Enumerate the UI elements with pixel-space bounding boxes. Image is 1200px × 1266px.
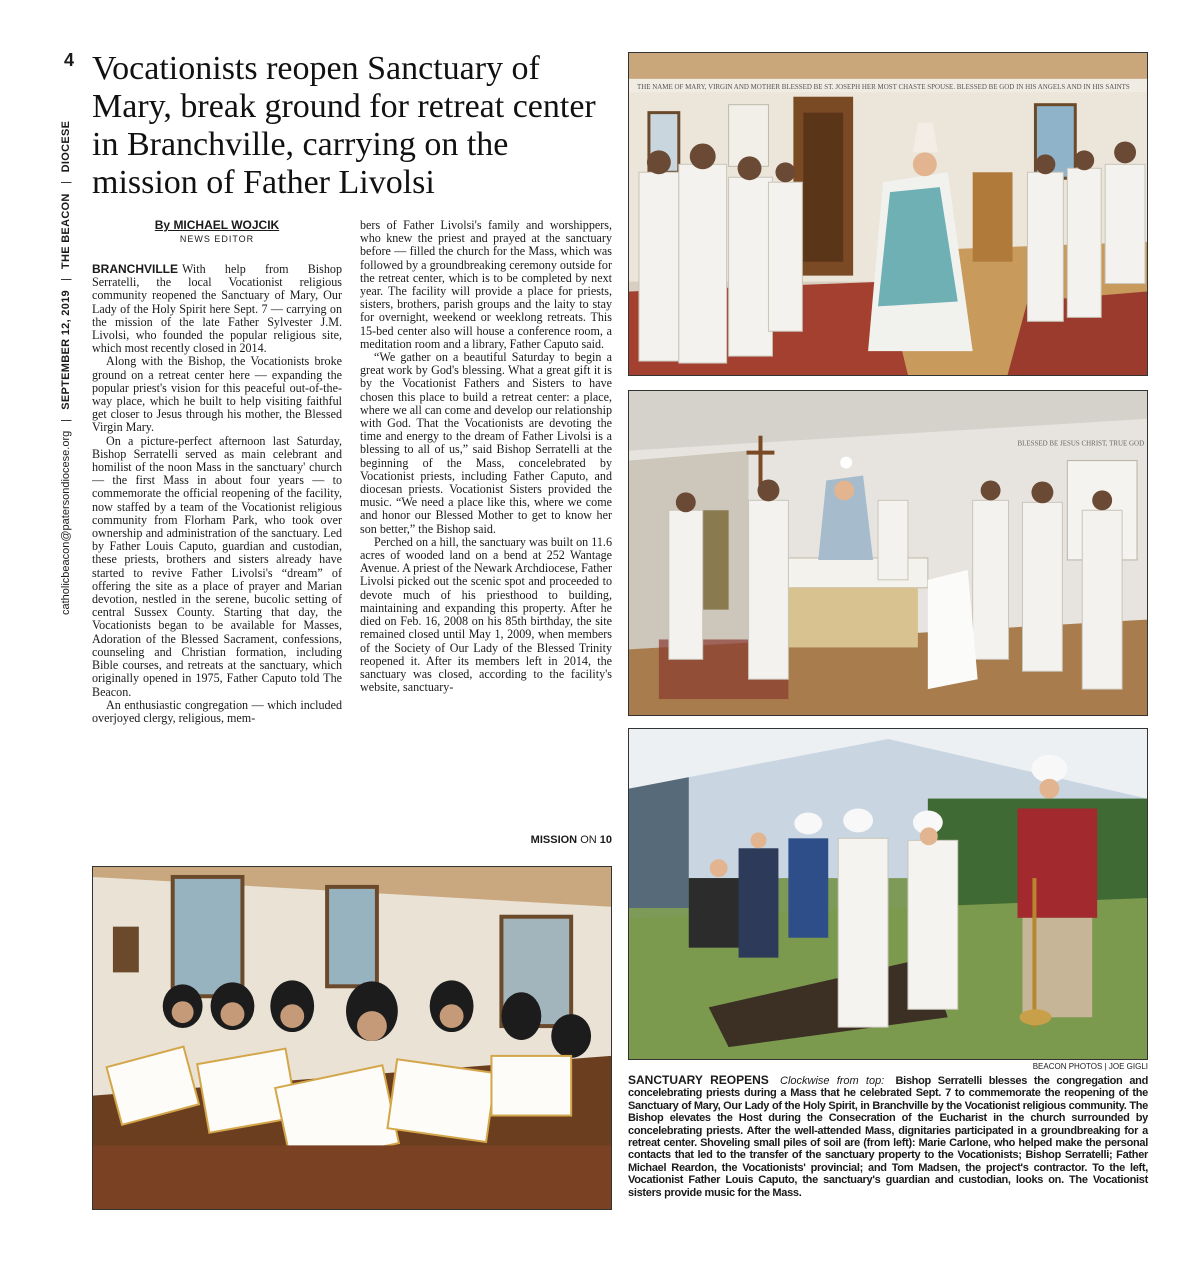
photo-bishop-blessing — [628, 52, 1148, 376]
dateline: BRANCHVILLE — [92, 262, 178, 276]
photo-groundbreaking — [628, 728, 1148, 1060]
article-paragraph: On a picture-perfect afternoon last Saturday, Bishop Serratelli served as main celebrant and homilist of the noon Mass in the sanctuary' church — the first Mass in about four years — to commemorate the official reopening of the facility, now staffed by a team of the Vocationist religious community from Florham Park, who took over ownership and administration of the sanctuary. Led by Father Louis Caputo, guardian and custodian, these priests, brothers and sisters already have started to revive Father Livolsi's “dream” of offering the site as a place of prayer and Marian devotion, nestled in the serene, bucolic setting of central Sussex County. Starting that day, the Vocationists began to be available for Masses, Adoration of the Blessed Sacrament, confessions, counseling and Christian formation, including Bible courses, and retreats at the sanctuary, which originally opened in 1975, Father Caputo told The Beacon. — [92, 433, 342, 699]
jump-on: ON — [580, 834, 597, 846]
photo2-banner-text: BLESSED BE JESUS CHRIST, TRUE GOD — [1017, 439, 1145, 448]
article-column-1 — [92, 262, 342, 848]
article-paragraph: BRANCHVILLE With help from Bishop Serratelli, the local Vocationist religious community reopened the Sanctuary of Mary, Our Lady of the Holy Spirit here Sept. 7 — carrying on the mission of the late Father Sylvester J.M. Livolsi, who founded the popular religious site, which most recently closed in 2014. — [92, 262, 342, 356]
article-paragraph: bers of Father Livolsi's family and worshippers, who knew the priest and prayed at the sanctuary before — filled the church for the Mass, which was followed by a groundbreaking ceremony outside for the retreat center, which is to be completed by next year. The facility will provide a place for priests, sisters, brothers, parish groups and the laity to stay for overnight, weekend or weeklong retreats. This 15-bed center also will house a conference room, a meditation room and a library, Father Caputo said. — [360, 219, 612, 351]
article-headline: Vocationists reopen Sanctuary of Mary, break ground for retreat center in Branchville, carrying on the mission of Father Livolsi — [92, 50, 596, 201]
continued-jump-line[interactable] — [360, 834, 612, 846]
article-paragraph: Along with the Bishop, the Vocationists broke ground on a retreat center here — expanding the popular priest's vision for this peaceful out-of-the-way place, which he built to help visiting faithful get closer to Jesus through his mother, the Blessed Virgin Mary. — [92, 354, 342, 435]
folio-paper: THE BEACON — [60, 193, 72, 270]
article-paragraph: An enthusiastic congregation — which included overjoyed clergy, religious, mem- — [92, 697, 342, 725]
folio-date: SEPTEMBER 12, 2019 — [60, 290, 72, 410]
article-paragraph: “We gather on a beautiful Saturday to begin a great work by God's blessing. What a great gift it is by the Vocationist Fathers and Sisters to have chosen this place to build a retreat center: a place, where we all can come and develop our relationship with God. That the Vocationists are devoting the time and energy to the dream of Father Livolsi is a blessing to all of us,” said Bishop Serratelli at the beginning of the Mass, concelebrated by Vocationist priests, including Father Caputo, and diocesan priests. Vocationist Sisters provided the music. “We need a place like this, where we come and honor our Blessed Mother to get to know her son better,” the Bishop said. — [360, 350, 612, 536]
byline-role: NEWS EDITOR — [179, 234, 255, 244]
article-column-2 — [360, 219, 612, 839]
jump-word: MISSION — [530, 834, 578, 846]
photo-sisters-singing — [92, 866, 612, 1210]
article-paragraph: Perched on a hill, the sanctuary was built on 11.6 acres of wooded land on a bend at 252 Wantage Avenue. A priest of the Newark Archdiocese, Father Livolsi picked out the scenic spot and proceeded to devote much of his priesthood to building, maintaining and expanding this property. After he died on Feb. 16, 2008 on his 85th birthday, the site remained closed until May 1, 2009, when members of the Society of Our Lady of the Blessed Trinity reopened it. After its members left in 2014, the sanctuary was closed, according to the facility's website, sanctuary- — [360, 534, 612, 695]
folio-website: catholicbeacon@patersondiocese.org — [60, 430, 72, 615]
photo-caption — [628, 1073, 1148, 1199]
caption-lead: Clockwise from top: — [780, 1075, 885, 1087]
caption-text: Bishop Serratelli blesses the congregation and concelebrating priests during a Mass that he celebrated Sept. 7 to commemorate the reopening of the Sanctuary of Mary, Our Lady of the Holy Spirit, in Branchville by the Vocationist religious community. The Bishop elevates the Host during the Consecration of the Eucharist in the church surrounded by concelebrating priests. After the well-attended Mass, dignitaries participated in a groundbreaking for a retreat center. Shoveling small piles of soil are (from left): Marie Carlone, who helped make the personal contacts that led to the transfer of the sanctuary property to the Vocationists; Bishop Serratelli; Father Michael Reardon, the Vocationists' provincial; and Tom Madsen, the project's contractor. To the left, Vocationist Father Louis Caputo, the sanctuary's guardian and custodian, looks on. The Vocationist sisters provide music for the Mass. — [628, 1075, 1148, 1199]
photo-credit: BEACON PHOTOS | JOE GIGLI — [1032, 1062, 1148, 1071]
photo1-banner-text: THE NAME OF MARY, VIRGIN AND MOTHER BLESSED BE ST. JOSEPH HER MOST CHASTE SPOUSE. BLESSED BE GOD IN HIS ANGELS AND IN HIS SAINTS — [636, 82, 1130, 91]
folio-section: DIOCESE — [60, 120, 72, 173]
byline — [92, 218, 342, 244]
page-number: 4 — [64, 50, 75, 70]
caption-head: SANCTUARY REOPENS — [628, 1073, 769, 1087]
photo-elevation-of-host — [628, 390, 1148, 716]
jump-page: 10 — [599, 834, 612, 846]
sidebar-folio: catholicbeacon@patersondiocese.org | SEPTEMBER 12, 2019 | THE BEACON | DIOCESE — [60, 120, 72, 615]
byline-author: By MICHAEL WOJCIK — [154, 218, 280, 232]
